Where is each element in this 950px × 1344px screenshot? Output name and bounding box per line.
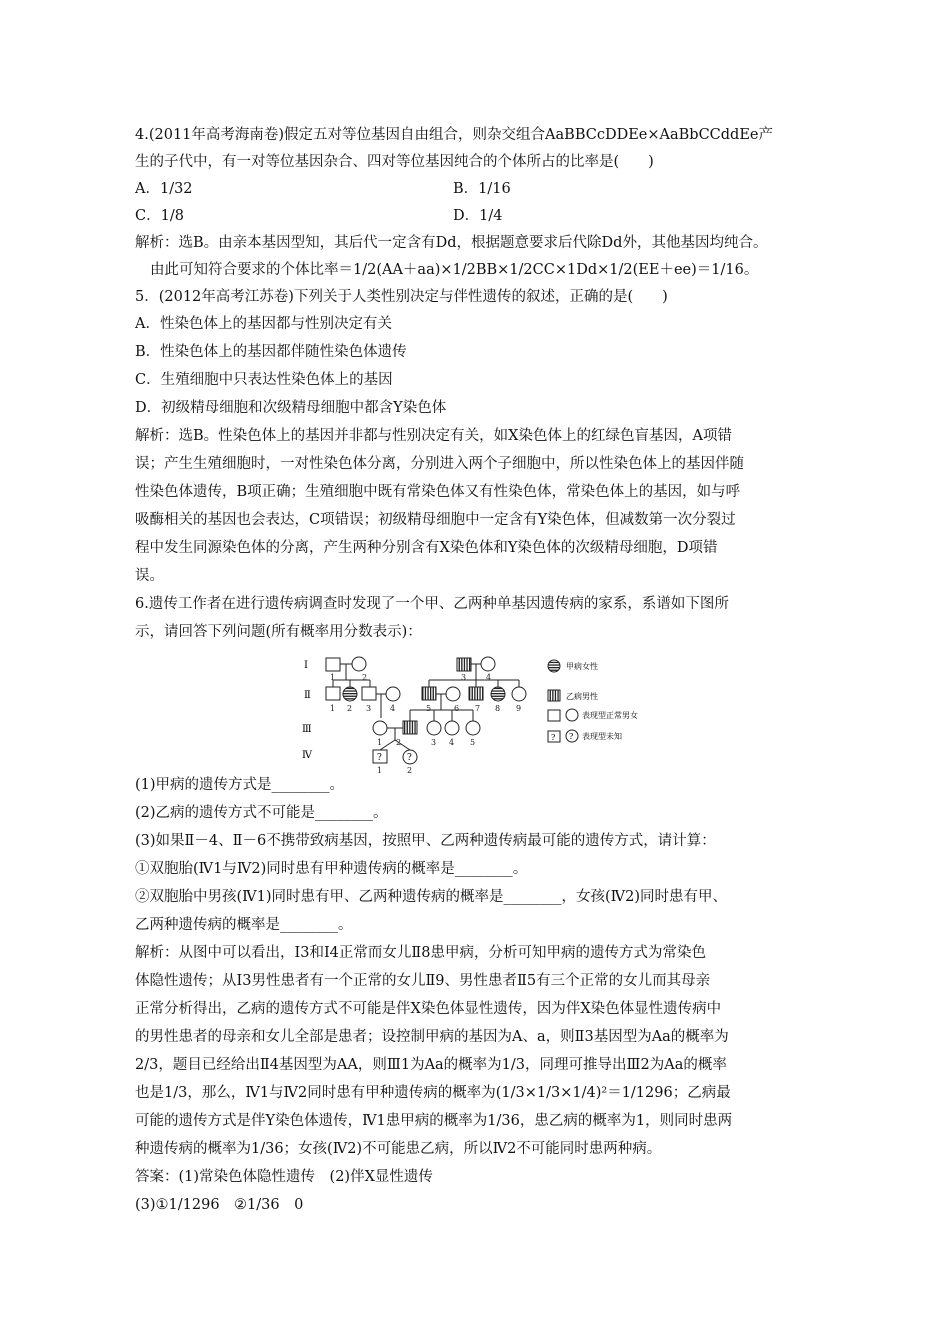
q4-analysis-line-1: 解析：选B。由亲本基因型知，其后代一定含有Dd，根据题意要求后代除Dd外，其他基因均纯合。 [135,235,768,251]
pedigree-ii2-affected-female [343,687,357,701]
pedigree-num-ii2: 2 [347,704,353,713]
q5-option-a: A．性染色体上的基因都与性别决定有关 [135,316,392,332]
q5-analysis-line-5: 程中发生同源染色体的分离，产生两种分别含有X染色体和Y染色体的次级精母细胞，D项错 [135,540,718,556]
legend-affected-male-label: 乙病男性 [566,692,598,701]
legend-affected-female-label: 甲病女性 [566,662,598,671]
q5-analysis-line-6: 误。 [135,568,164,584]
q5-analysis-line-2: 误；产生生殖细胞时，一对性染色体分离，分别进入两个子细胞中，所以性染色体上的基因伴随 [135,456,744,472]
q6-stem-line-2: 示，请回答下列问题(所有概率用分数表示)： [135,624,422,640]
q6-answer-line-1: 答案：(1)常染色体隐性遗传 (2)伴X显性遗传 [135,1169,433,1185]
pedigree-ii3-normal-male [362,687,376,700]
q6-analysis-line-2: 体隐性遗传；从Ⅰ3男性患者有一个正常的女儿Ⅱ9、男性患者Ⅱ5有三个正常的女儿而其母亲 [135,973,711,989]
pedigree-ii6-normal-female [446,687,460,701]
q6-answer-line-2: (3)①1/1296 ②1/36 0 [135,1197,304,1213]
q5-option-c: C．生殖细胞中只表达性染色体上的基因 [135,372,393,388]
gen-label-3: Ⅲ [302,724,312,735]
pedigree-diagram [300,654,640,774]
pedigree-iii2-affected-male [403,721,417,734]
pedigree-num-iv2: 2 [407,766,413,774]
q6-analysis-line-7: 可能的遗传方式是伴Y染色体遗传，Ⅳ1患甲病的概率为1/36，患乙病的概率为1，则同时患两 [135,1113,733,1129]
q4-option-c: C．1/8 [135,208,184,224]
pedigree-num-ii8: 8 [495,704,501,713]
pedigree-num-i1: 1 [330,673,336,682]
q6-sub-question-3-1: ①双胞胎(Ⅳ1与Ⅳ2)同时患有甲种遗传病的概率是________。 [135,861,528,877]
legend-affected-male-symbol [548,690,560,701]
legend-unknown-male-mark: ? [551,733,556,742]
q5-option-b: B．性染色体上的基因都伴随性染色体遗传 [135,344,407,360]
pedigree-iii5-normal-female [466,721,480,735]
q4-option-d: D．1/4 [453,208,503,224]
pedigree-ii4-normal-female [386,687,400,701]
q6-sub-question-1: (1)甲病的遗传方式是________。 [135,777,345,793]
q4-stem-line-2: 生的子代中，有一对等位基因杂合、四对等位基因纯合的个体所占的比率是( ) [135,154,654,170]
gen-label-1: Ⅰ [304,660,308,671]
legend-normal-female-symbol [566,709,578,721]
pedigree-num-i4: 4 [486,673,492,682]
pedigree-num-ii7: 7 [475,704,481,713]
pedigree-num-ii9: 9 [516,704,522,713]
gen-label-4: Ⅳ [302,750,312,761]
q5-analysis-line-1: 解析：选B。性染色体上的基因并非都与性别决定有关，如X染色体上的红绿色盲基因，A项错 [135,428,732,444]
pedigree-num-ii3: 3 [366,704,372,713]
q5-analysis-line-3: 性染色体遗传，B项正确；生殖细胞中既有常染色体又有性染色体，常染色体上的基因，如与呼 [135,484,741,500]
pedigree-num-ii6: 6 [454,704,460,713]
pedigree-ii1-normal-male [326,687,340,700]
q6-analysis-line-8: 种遗传病的概率为1/36；女孩(Ⅳ2)不可能患乙病，所以Ⅳ2不可能同时患两种病。 [135,1141,662,1157]
q6-sub-question-3: (3)如果Ⅱ－4、Ⅱ－6不携带致病基因，按照甲、乙两种遗传病最可能的遗传方式，请计算： [135,833,716,849]
pedigree-num-ii4: 4 [390,704,396,713]
legend-normal-label: 表现型正常男女 [582,711,638,720]
q6-analysis-line-3: 正常分析得出，乙病的遗传方式不可能是伴X染色体显性遗传，因为伴X染色体显性遗传病中 [135,1001,722,1017]
legend-unknown-female-mark: ? [569,732,574,741]
q6-analysis-line-4: 的男性患者的母亲和女儿全部是患者；设控制甲病的基因为A、a，则Ⅱ3基因型为Aa的概率为 [135,1029,729,1045]
pedigree-iii4-normal-female [445,721,459,735]
legend-unknown-label: 表现型未知 [582,732,622,741]
pedigree-i3-affected-male [457,658,471,671]
pedigree-num-ii1: 1 [330,704,336,713]
q6-analysis-line-5: 2/3，题目已经给出Ⅱ4基因型为AA，则Ⅲ1为Aa的概率为1/3，同理可推导出Ⅲ2为Aa的概率 [135,1057,727,1073]
pedigree-num-iii3: 3 [431,738,437,747]
q6-sub-question-3-2a: ②双胞胎中男孩(Ⅳ1)同时患有甲、乙两种遗传病的概率是________，女孩(Ⅳ2)同时患有甲、 [135,889,728,905]
q5-stem: 5．(2012年高考江苏卷)下列关于人类性别决定与伴性遗传的叙述，正确的是( ) [135,289,668,305]
legend-affected-female-symbol [548,660,560,672]
q6-stem-line-1: 6.遗传工作者在进行遗传病调查时发现了一个甲、乙两种单基因遗传病的家系，系谱如下图所 [135,596,729,612]
pedigree-num-iii2: 2 [396,738,402,747]
pedigree-num-iii4: 4 [449,738,455,747]
pedigree-ii9-normal-female [512,687,526,701]
pedigree-iii1-normal-female [373,721,387,735]
pedigree-iv1-unknown-mark: ? [377,753,382,763]
legend-normal-male-symbol [548,710,560,721]
q4-analysis-line-2: 由此可知符合要求的个体比率＝1/2(AA＋aa)×1/2BB×1/2CC×1Dd×1/2(EE＋ee)＝1/16。 [150,262,759,278]
pedigree-ii8-affected-female [491,687,505,701]
pedigree-ii7-affected-male [469,687,483,700]
pedigree-num-i2: 2 [362,673,368,682]
pedigree-i2-normal-female [352,657,366,671]
q4-stem-line-1: 4.(2011年高考海南卷)假定五对等位基因自由组合，则杂交组合AaBBCcDDEe×AaBbCCddEe产 [135,127,773,143]
pedigree-iv2-unknown-mark: ? [407,753,412,763]
q6-sub-question-2: (2)乙病的遗传方式不可能是________。 [135,805,388,821]
pedigree-i1-normal-male [326,658,340,671]
q5-option-d: D．初级精母细胞和次级精母细胞中都含Y染色体 [135,400,447,416]
gen-label-2: Ⅱ [304,690,311,701]
q6-analysis-line-6: 也是1/3，那么，Ⅳ1与Ⅳ2同时患有甲种遗传病的概率为(1/3×1/3×1/4)²＝1/1296；乙病最 [135,1085,731,1101]
pedigree-num-ii5: 5 [426,704,432,713]
q4-option-a: A．1/32 [135,181,193,197]
pedigree-num-iii5: 5 [470,738,476,747]
q5-analysis-line-4: 吸酶相关的基因也会表达，C项错误；初级精母细胞中一定含有Y染色体，但减数第一次分裂过 [135,512,736,528]
pedigree-i4-normal-female [481,657,495,671]
pedigree-iii3-normal-female [427,721,441,735]
q6-analysis-line-1: 解析：从图中可以看出，Ⅰ3和Ⅰ4正常而女儿Ⅱ8患甲病，分析可知甲病的遗传方式为常染色 [135,945,706,961]
pedigree-num-iii1: 1 [377,738,383,747]
q6-sub-question-3-2b: 乙两种遗传病的概率是________。 [135,917,353,933]
pedigree-num-i3: 3 [461,673,467,682]
pedigree-num-iv1: 1 [377,766,383,774]
pedigree-ii5-affected-male [422,687,436,700]
q4-option-b: B．1/16 [453,181,511,197]
